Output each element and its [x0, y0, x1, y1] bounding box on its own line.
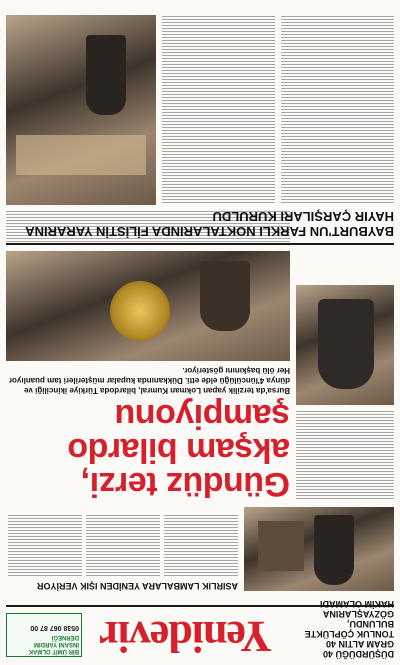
- masthead: [6, 599, 394, 661]
- lamp-story: [8, 507, 394, 591]
- charity-bazaar-story: [6, 5, 394, 245]
- lamp-story-text: [8, 507, 238, 591]
- charity-bazaar-photo: [6, 15, 156, 205]
- gold-story-photo: [296, 285, 394, 405]
- newspaper-logo: Yenidevir: [100, 612, 272, 661]
- billiards-story: [6, 251, 290, 501]
- masthead-side-story: [294, 599, 394, 659]
- text-column: [162, 15, 275, 205]
- lead-story: [6, 251, 394, 501]
- charity-bazaar-headline: BAYBURT'UN FARKLI NOKTALARINDA FİLİSTİN YARARINA HAYIR ÇARŞILARI KURULDU: [25, 209, 394, 239]
- lamp-story-photo: [244, 507, 394, 591]
- text-column: [86, 514, 160, 578]
- lamp-story-body: [8, 514, 238, 578]
- billiards-trophy-photo: [6, 251, 290, 361]
- gold-story-body: [296, 411, 394, 501]
- gold-story: [296, 251, 394, 501]
- billiards-headline: Gündüz terzi, akşam bilardo şampiyonu: [67, 397, 290, 503]
- lamp-story-headline: ASIRLIK LAMBALARA YENİDEN IŞIK VERİYOR: [36, 581, 238, 591]
- text-column: [8, 514, 82, 578]
- charity-ad-box: [6, 613, 82, 657]
- billiards-deck: Bursa'da terzilik yapan Lokman Kumral, bilardoda Türkiye ikinciliği ve dünya 4'lüncülüğü elde etti. Dükkanında kupalar müşterileri tam puanlıyor Her ölü başkınını gösteriyor.: [8, 366, 290, 395]
- charity-ad-title: BİR ÜMİT OLMAK İNSANİ YARDIM DERNEĞİ: [28, 634, 79, 654]
- charity-bazaar-body: [6, 15, 394, 205]
- charity-ad-phone: 0538 067 87 00: [30, 624, 79, 631]
- side-story-heading: DÜŞÜRDÜĞÜ 40 GRAM ALTIN 40 TONLUK ÇÖPLÜKTE BULUNDU, GÖZYAŞLARINA HAKİM OLAMADI: [304, 599, 394, 659]
- text-column: [281, 15, 394, 205]
- text-column: [164, 514, 238, 578]
